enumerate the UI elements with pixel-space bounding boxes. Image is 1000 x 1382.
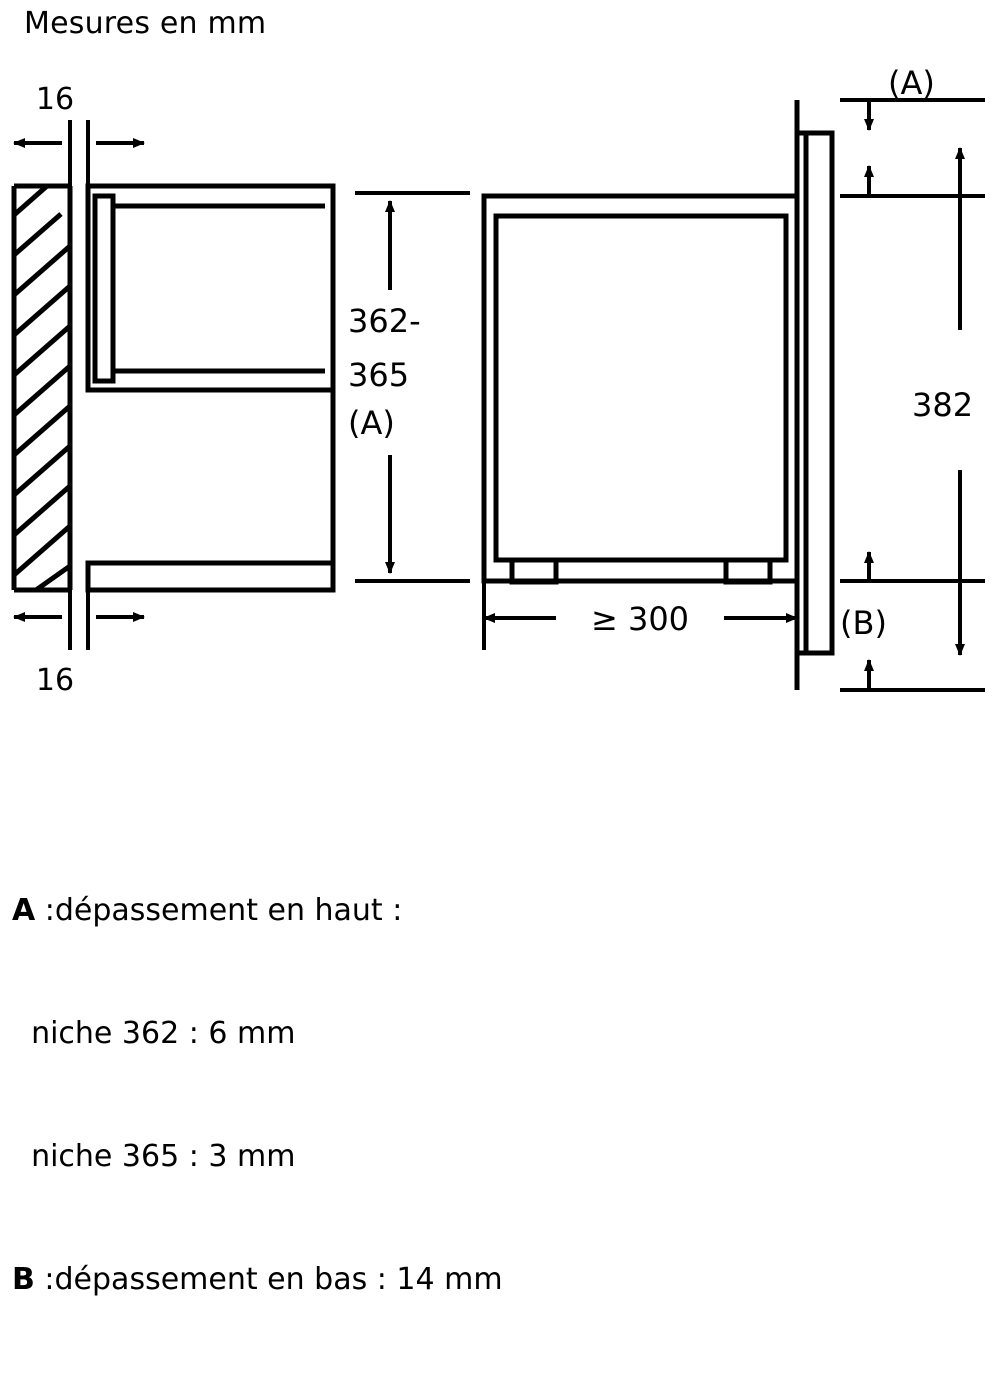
legend-row-a2 — [12, 1136, 503, 1177]
side-view-outline — [88, 186, 333, 590]
dimension-label-top-16: 16 — [35, 82, 75, 117]
dimension-overhang-top — [840, 100, 985, 196]
dimension-label-niche-height-3: (A) — [348, 404, 395, 442]
legend-row-b — [12, 1259, 503, 1300]
dimension-label-total-height: 382 — [912, 386, 974, 424]
appliance-door-panel — [797, 100, 832, 690]
legend-row-a — [12, 890, 503, 931]
dimension-label-overhang-top: (A) — [888, 64, 935, 102]
dimension-label-niche-height-2: 365 — [348, 356, 410, 394]
legend — [12, 808, 503, 1382]
dimension-label-overhang-bottom: (B) — [840, 604, 887, 642]
front-view-outline — [484, 196, 797, 582]
legend-text-a: :dépassement en haut : — [35, 893, 403, 928]
dimension-top-16 — [14, 120, 144, 186]
legend-text-b: :dépassement en bas : 14 mm — [34, 1262, 503, 1297]
dimension-label-niche-height-1: 362- — [348, 302, 421, 340]
legend-key-b: B — [12, 1262, 35, 1297]
dimension-label-bottom-16: 16 — [35, 663, 75, 698]
wall-hatching — [14, 186, 70, 590]
legend-text-a1: niche 362 : 6 mm — [12, 1016, 296, 1051]
dimension-label-width-300: ≥ 300 — [590, 600, 690, 638]
page-title: Mesures en mm — [24, 6, 267, 41]
legend-text-a2: niche 365 : 3 mm — [12, 1139, 296, 1174]
legend-key-a: A — [12, 893, 36, 928]
legend-row-a1 — [12, 1013, 503, 1054]
dimension-bottom-16 — [14, 590, 144, 650]
